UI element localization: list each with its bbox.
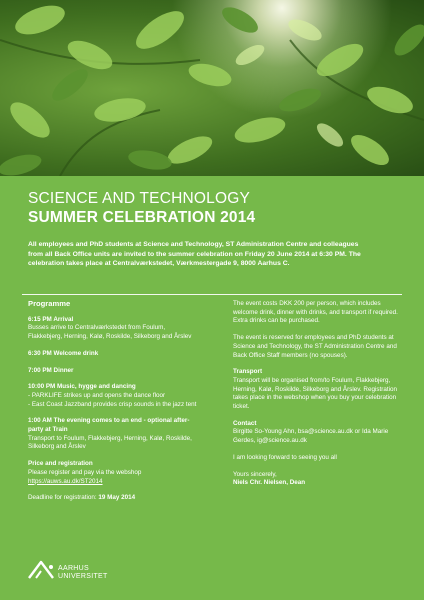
programme-item-dinner: [28, 367, 198, 376]
title-line-1: SCIENCE AND TECHNOLOGY: [28, 190, 251, 207]
deadline-line: [28, 494, 198, 503]
programme-column: [28, 300, 198, 511]
registration-text: Please register and pay via the webshop: [28, 468, 142, 476]
closing-text: I am looking forward to seeing you all: [233, 453, 337, 461]
sign-off: Yours sincerely,: [233, 470, 277, 478]
invitation-body: [0, 176, 424, 600]
university-name: [58, 565, 108, 581]
programme-item-arrival: [28, 316, 198, 342]
webshop-link[interactable]: https://auws.au.dk/ST2014: [28, 477, 103, 485]
programme-item-title: 7:00 PM Dinner: [28, 366, 74, 374]
signature: Niels Chr. Nielsen, Dean: [233, 479, 306, 487]
contact-text: Birgitte So-Young Ahn, bsa@science.au.dk or Ida Marie Gerdes, ig@science.au.dk: [233, 428, 389, 445]
transport-text: Transport will be organised from/to Foulum, Flakkebjerg, Herning, Kalø, Roskilde, Silkeborg and Årslev. Registration takes place in the webshop when you buy your celebration ticket.: [233, 376, 398, 411]
transport-block: [233, 368, 401, 412]
programme-item-text: Busses arrive to Centralværkstedet from Foulum, Flakkebjerg, Herning, Kalø, Roskilde, Silkeborg and Årslev: [28, 324, 192, 341]
programme-item-bullet: - East Coast Jazzband provides crisp sounds in the jazz tent: [28, 400, 197, 408]
deadline-label: Deadline for registration:: [28, 494, 99, 502]
programme-item-music: [28, 383, 198, 409]
programme-item-title: 6:30 PM Welcome drink: [28, 349, 99, 357]
programme-item-title: 1:00 AM The evening comes to an end - optional after-party at Train: [28, 417, 190, 434]
info-column: [233, 300, 401, 488]
contact-title: Contact: [233, 419, 257, 427]
contact-block: [233, 420, 401, 446]
title-line-2: SUMMER CELEBRATION 2014: [28, 209, 256, 226]
header-photo-leaves: [0, 0, 424, 176]
programme-item-end: [28, 417, 198, 452]
programme-item-welcome: [28, 350, 198, 359]
registration-block: [28, 460, 198, 486]
deadline-date: 19 May 2014: [98, 494, 136, 502]
university-name-line-1: AARHUS: [58, 565, 89, 572]
leaves-illustration: [0, 0, 424, 176]
registration-title: Price and registration: [28, 460, 93, 468]
intro-paragraph: All employees and PhD students at Science and Technology, ST Administration Centre and colleagues from all Back Office units are invited to the summer celebration on Friday 20 June 2014 at 6:30 PM. The celebration takes place at Centralværkstedet, Værkmestergade 9, 8000 Aarhus C.: [28, 241, 361, 268]
programme-item-text: Transport to Foulum, Flakkebjerg, Herning, Kalø, Roskilde, Silkeborg and Årslev: [28, 434, 192, 451]
divider: [22, 294, 402, 295]
programme-item-bullet: - PARKLIFE strikes up and opens the dance floor: [28, 391, 166, 399]
programme-item-title: 6:15 PM Arrival: [28, 315, 74, 323]
programme-item-title: 10:00 PM Music, hygge and dancing: [28, 383, 136, 391]
university-name-line-2: UNIVERSITET: [58, 572, 108, 580]
transport-title: Transport: [233, 368, 263, 376]
programme-heading: Programme: [28, 299, 71, 308]
cost-text: The event costs DKK 200 per person, which includes welcome drink, dinner with drinks, and transport if required. Extra drinks can be purchased.: [233, 300, 398, 325]
reserved-text: The event is reserved for employees and PhD students at Science and Technology, the ST Administration Centre and Back Office Staff members (no spouses).: [233, 334, 397, 359]
